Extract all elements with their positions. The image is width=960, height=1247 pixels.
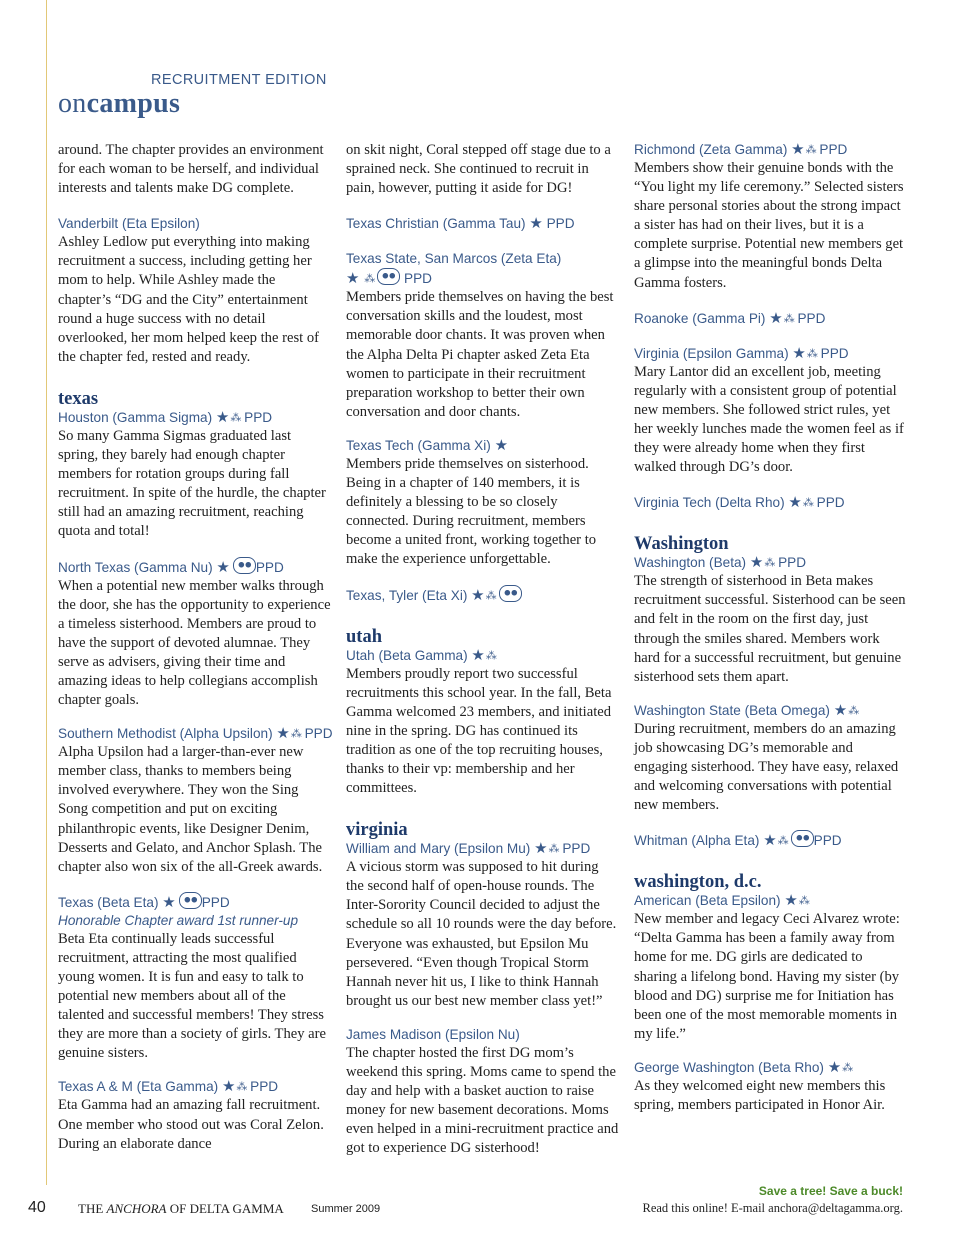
article-text: New member and legacy Ceci Alvarez wrote: “Delta Gamma has been a family away from home for me. DG girls are dedicated to sharing a lifelong bond. Having my sister (by blood and DG) surprise me for Initiation has been one of the most memorable moments in my life.” [634, 911, 900, 1042]
state-heading-washington: Washington [634, 534, 729, 555]
ppd-label: PPD [304, 726, 333, 742]
chapter-heading-washington: Washington (Beta) ★⁂ PPD [634, 554, 807, 572]
article-text: A vicious storm was supposed to hit during the second half of open-house rounds. The Inter-Sorority Council decided to adjust the schedule so all 10 rounds were the day before. Everyone was exhausted, but Epsilon Mu persevered. “Even though Tropical Storm Hannah never hit us, I like to think Hannah brought us our best new member class yet!” [346, 859, 617, 1009]
chapter-heading-smu: Southern Methodist (Alpha Upsilon) ★⁂ PPD [58, 725, 333, 743]
article-text: Members show their genuine bonds with the “You light my life ceremony.” Selected sisters share personal stories about the strong impact a sister has had on their lives, but it is a complete surprise. Potential new members get a glimpse into the meaningful bonds Delta Gamma fosters. [634, 160, 904, 291]
read-online-note: Read this online! E-mail anchora@deltagamma.org. [642, 1201, 903, 1215]
state-heading-utah: utah [346, 626, 382, 647]
star-icon: ★ [763, 832, 777, 850]
star-icon: ★ [162, 893, 176, 911]
chapter-heading-north-texas: North Texas (Gamma Nu) ★ PPD [58, 558, 284, 576]
chapter-heading-vanderbilt: Vanderbilt (Eta Epsilon) [58, 216, 200, 232]
article-text: So many Gamma Sigmas graduated last spring, they barely had enough chapter members for rotation groups during fall recruitment. In spite of the hurdle, the chapter still had an amazing recruitment, reaching quota and total! [58, 427, 326, 540]
chapter-heading-tcu: Texas Christian (Gamma Tau) ★ PPD [346, 215, 575, 233]
article-text: During recruitment, members do an amazing job showcasing DG’s memorable and engaging sisterhood. They have easy, relaxed and welcoming conversations with potential new members. [634, 720, 899, 814]
double-star-icon: ⁂ [777, 835, 788, 848]
article-text: Mary Lantor did an excellent job, meeting regularly with a consistent group of potential new members. She followed strict rules, yet her weekly lunches made the women feel as if they were already home when they first walked through DG’s door. [634, 363, 904, 476]
article-text: Beta Eta continually leads successful recruitment, attracting the most qualified young women. It is fun and easy to talk to potential new members about all of the talented and successful members! They stress they are more than a society of girls. They are genuine sisters. [58, 930, 326, 1062]
margin-rule [46, 0, 47, 1185]
membership-award-icon [179, 892, 202, 909]
star-icon: ★ [494, 436, 509, 454]
star-icon: ★ [529, 215, 543, 233]
double-star-icon: ⁂ [290, 728, 301, 741]
ppd-label: PPD [778, 555, 807, 571]
ppd-label: PPD [255, 559, 284, 575]
double-star-icon: ⁂ [802, 497, 813, 510]
chapter-heading-richmond: Richmond (Zeta Gamma) ★⁂ PPD [634, 141, 848, 158]
star-icon: ★ [791, 141, 805, 158]
column-2 [346, 141, 620, 1158]
star-icon: ★ [221, 1078, 236, 1096]
star-icon: ★ [346, 270, 360, 288]
award-subtitle: Honorable Chapter award 1st runner-up [58, 912, 299, 928]
ppd-label: PPD [250, 1079, 279, 1095]
membership-award-icon [499, 585, 522, 602]
double-star-icon: ⁂ [764, 557, 775, 570]
issue-date: Summer 2009 [311, 1203, 381, 1215]
double-star-icon: ⁂ [798, 895, 809, 908]
star-icon: ★ [769, 309, 783, 327]
chapter-heading-texas-beta-eta: Texas (Beta Eta) ★ PPD [58, 893, 230, 911]
chapter-heading-william-and-mary: William and Mary (Epsilon Mu) ★⁂ PPD [346, 840, 591, 858]
page-number: 40 [28, 1199, 46, 1216]
chapter-heading-texas-tyler: Texas, Tyler (Eta Xi) ★⁂ [346, 585, 620, 605]
chapter-heading-utah: Utah (Beta Gamma) ★⁂ [346, 646, 496, 664]
masthead-bold: campus [86, 88, 181, 119]
double-star-icon: ⁂ [230, 411, 241, 424]
chapter-heading-texas-tech: Texas Tech (Gamma Xi) ★ [346, 436, 509, 454]
double-star-icon: ⁂ [842, 1061, 853, 1074]
ppd-label: PPD [813, 833, 842, 849]
chapter-heading-american: American (Beta Epsilon) ★⁂ [634, 892, 809, 910]
chapter-heading-james-madison: James Madison (Epsilon Nu) [346, 1026, 520, 1042]
ppd-label: PPD [546, 216, 575, 232]
star-icon: ★ [788, 494, 802, 512]
star-icon: ★ [827, 1058, 842, 1076]
ppd-label: PPD [201, 894, 230, 910]
state-heading-texas: texas [58, 388, 99, 409]
chapter-heading-virginia: Virginia (Epsilon Gamma) ★⁂ PPD [634, 344, 849, 362]
double-star-icon: ⁂ [548, 843, 559, 856]
star-icon: ★ [471, 586, 485, 604]
ppd-label: PPD [820, 345, 849, 361]
ppd-label: PPD [816, 495, 845, 511]
star-icon: ★ [276, 725, 290, 743]
ppd-label: PPD [797, 310, 826, 326]
double-star-icon: ⁂ [485, 589, 496, 602]
membership-award-icon [233, 557, 256, 574]
ppd-label: PPD [819, 142, 848, 157]
masthead-light: on [58, 88, 87, 119]
article-text: When a potential new member walks through the door, she has the opportunity to experience a timeless sisterhood. Members are proud to have the support of devoted alumnae. They serve as advisers, giving their time and amazing ideas to help collegians accomplish chapter goals. [58, 577, 331, 709]
double-star-icon: ⁂ [783, 312, 794, 325]
chapter-heading-houston: Houston (Gamma Sigma) ★⁂ PPD [58, 408, 273, 426]
double-star-icon: ⁂ [848, 704, 859, 717]
chapter-heading-george-washington: George Washington (Beta Rho) ★⁂ [634, 1058, 853, 1076]
section-label: RECRUITMENT EDITION [151, 72, 327, 88]
star-icon: ★ [215, 408, 230, 426]
article-text: Members proudly report two successful recruitments this school year. In the fall, Beta Gamma welcomed 23 members, and initiated nine in the spring. DG has continued its tradition as one of the top recruiting houses, thanks to their vp: membership and her committees. [346, 665, 612, 797]
column-3 [634, 141, 908, 1115]
column-1 [58, 141, 332, 1154]
article-text: Members pride themselves on having the best conversation skills and the loudest, most memorable door chants. It was proven when the Alpha Delta Pi chapter asked Zeta Eta women to participate in their recruitment preparation workshop to better their own conversation and door chants. [346, 289, 614, 420]
chapter-heading-roanoke: Roanoke (Gamma Pi) ★⁂ PPD [634, 309, 826, 327]
double-star-icon: ⁂ [805, 144, 816, 156]
save-tree-note: Save a tree! Save a buck! [758, 1184, 903, 1198]
chapter-heading-whitman: Whitman (Alpha Eta) ★⁂ PPD [634, 832, 842, 850]
star-icon: ★ [792, 344, 806, 362]
masthead-title [58, 88, 180, 120]
chapter-icons-texas-state [346, 268, 620, 288]
article-text: Ashley Ledlow put everything into making recruitment a success, including getting her mom to help. While Ashley made the chapter’s “DG and the City” entertainment round a huge success with no detail overlooked, her mom helped keep the rest of the chapter fed, rested and ready. [58, 234, 319, 365]
star-icon: ★ [833, 701, 848, 719]
article-text: The strength of sisterhood in Beta makes recruitment successful. Sisterhood can be seen and felt in the room on the first day, just through the smiles shared. Members work hard for a successful recruitment, but genuine sisterhood sets them apart. [634, 573, 906, 685]
article-text: Eta Gamma had an amazing fall recruitment. One member who stood out was Coral Zelon. During an elaborate dance [58, 1097, 324, 1152]
article-text: As they welcomed eight new members this spring, members participated in Honor Air. [634, 1077, 886, 1113]
membership-award-icon [377, 268, 400, 285]
state-heading-washington-dc: washington, d.c. [634, 872, 762, 893]
state-heading-virginia: virginia [346, 820, 408, 841]
ppd-label: PPD [404, 271, 432, 287]
star-icon: ★ [534, 840, 548, 858]
article-text: Alpha Upsilon had a larger-than-ever new member class, thanks to members being involved everywhere. They won the Sing Song competition and put on exciting philanthropic events, like Designer Denim, Desserts and Gelato, and Anchor Splash. The chapter also won six of the all-Greek awards. [58, 744, 323, 875]
double-star-icon: ⁂ [236, 1081, 247, 1094]
ppd-label: PPD [244, 409, 273, 425]
chapter-heading-washington-state: Washington State (Beta Omega) ★⁂ [634, 701, 859, 719]
article-text: on skit night, Coral stepped off stage due to a sprained neck. She continued to recruit in pain, however, putting it aside for DG! [346, 142, 611, 197]
star-icon: ★ [471, 646, 485, 664]
ppd-label: PPD [562, 841, 591, 857]
double-star-icon: ⁂ [806, 347, 817, 360]
magazine-name: THE ANCHORA OF DELTA GAMMA [78, 1201, 284, 1216]
chapter-heading-texas-state: Texas State, San Marcos (Zeta Eta) [346, 251, 562, 267]
article-text: around. The chapter provides an environment for each woman to be herself, and individual interests and talents make DG complete. [58, 142, 324, 197]
chapter-heading-texas-am: Texas A & M (Eta Gamma) ★⁂ PPD [58, 1078, 279, 1096]
double-star-icon: ⁂ [364, 273, 375, 286]
membership-award-icon [791, 830, 814, 847]
star-icon: ★ [216, 558, 230, 576]
double-star-icon: ⁂ [485, 649, 496, 662]
chapter-heading-virginia-tech: Virginia Tech (Delta Rho) ★⁂ PPD [634, 494, 845, 512]
article-text: The chapter hosted the first DG mom’s weekend this spring. Moms came to spend the day and help with a basket auction to raise money for new basement decorations. Moms even helped in a mini-recruitment practice and got to experience DG sisterhood! [346, 1044, 619, 1157]
star-icon: ★ [784, 892, 798, 910]
star-icon: ★ [749, 554, 764, 572]
article-text: Members pride themselves on sisterhood. Being in a chapter of 140 members, it is definitely a blessing to be so closely connected. During recruitment, members become a united front, working together to make the experience unforgettable. [346, 455, 597, 568]
